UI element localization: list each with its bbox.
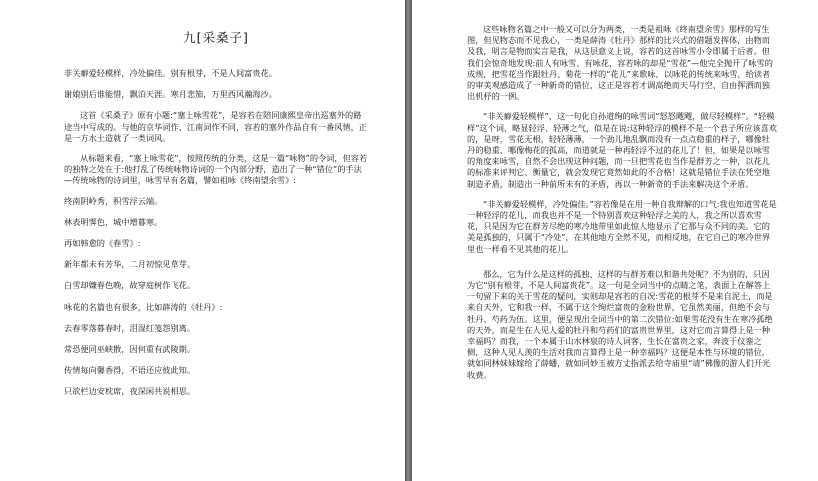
paragraph: 林表明霁色，城中增暮寒。 [64,216,163,227]
paragraph: 白雪却嫌春色晚，故穿庭树作飞花。 [64,280,196,291]
paragraph: 那么，它为什么是这样的孤独、这样的与群芳难以和谐共处呢？不为别的，只因为它“别有根芽，不是人间富贵花”。这一句是全词当中的点睛之笔，表面上在解答上一句留下来的关于雪花的疑问，实则却是容若的自况:雪花的根芽不是来自泥土，而是来自天外，它和我一样，不属于这个绚烂富贵的金粉世界，它虽然美丽，但绝不会与牡丹、芍药为伍。这里，便呈现出全词当中的第二次错位:如果雪花没有生在寒冷孤绝的天外，而是生在人见人爱的牡丹和芍药们的富贵世界里，这对它而言算得上是一种幸福吗？而我，一个本属于山水林泉的诗人词客，生长在富贵之家，奔波于仪銮之侧，这种人见人羡的生活对我而言算得上是一种幸福吗？这便是本性与环境的错位，就如同林妹妹嫁给了薛蟠，就如同妙玉被方丈指派去给寺庙里“请”佛像的游人们开光收费。 [467,268,773,380]
paragraph: 再如韩愈的《春雪》: [64,238,141,249]
paragraph: “非关癖爱轻模样，冷处偏佳。”容若像是在用一种自我辩解的口气:我也知道雪花是一种轻浮的花儿，而我也并不是一个特别喜欢这种轻浮之美的人，我之所以喜欢雪花，只是因为它在群芳尽绝的寒冷地带里如此惊人地显示了它那与众不同的美。它的美是孤独的，只属于“冷处”，在其他地方全然不见，而相反地，在它自己的寒冷世界里也一样看不见其他的花儿。 [467,198,777,254]
paragraph: 只欲栏边安枕席，夜深闲共说相思。 [64,386,196,397]
right-page [412,0,818,481]
paragraph: 咏花的名篇也有很多，比如薛涛的《牡丹》: [64,301,223,312]
left-paragraphs [64,68,368,398]
page-gutter [405,0,412,481]
paragraph: “非关癖爱轻模样”，这一句化自孙道绚的咏雪词“怒怒飕飕，做尽轻模样”。“轻模样”这个词，略显轻浮、轻薄之气，似是在说:这种轻浮的模样不是一个君子所应该喜欢的，是呀，雪花无根，轻轻薄薄，一个劲儿地乱飘而没有一点点稳重的样子，哪像牡丹的稳重、哪像梅花的孤高，而道就是一种再轻浮不过的花儿了！但，如果是以咏雪的角度来咏雪，自然不会出现这种问题，而一旦把雪花也当作是群芳之一种，以花儿的标准来评判它、衡量它，就会发现它竟然如此的不合格！这就是错位手法在凭空地制造矛盾，制造出一种前所未有的矛盾，再以一种新奇的手法来解决这个矛盾。 [467,111,777,189]
paragraph: 非关癖爱轻模样，冷处偏佳。别有根芽，不是人间富贵花。 [64,68,277,78]
paragraph: 传情每向馨香得，不语还应彼此知。 [64,365,196,376]
right-paragraphs [467,24,777,381]
chapter-title: 九[采桑子] [183,30,249,45]
paragraph: 终南阴岭秀，积雪浮云端。 [64,195,163,206]
right-page-content [467,24,777,390]
paragraph: 这些咏物名篇之中一般又可以分为两类，一类是祖咏《终南望余雪》那样的写生图，但见物态而不见我心，一类是薛涛《牡丹》那样的比兴式的借题发挥体，由物而及我，明言是物而实言是我，从这层意义上说，容若的这首咏雪小令即属于后者。但我们会惊奇地发现:前人有咏雪、有咏花，容若咏的却是“雪花”—他完全抛开了咏雪的成规，把雪花当作跟牡丹、菊花一样的“花儿”来歌咏，以咏花的传统来咏雪，给读者的审美观感造成了一种新奇的错位，这正是容若才调高绝而天马行空、自由挥洒而独出机杼的一例。 [467,24,773,102]
left-page [0,0,405,481]
paragraph: 谢娘别后谁能惜，飘泊天涯。寒月悲笳，万里西风瀚海沙。 [64,89,277,100]
paragraph: 这首《采桑子》原有小题:“塞上咏雪花”，是容若在陪同康熙皇帝出巡塞外的路途当中写成的。与他的京华词作、江南词作不同，容若的塞外作品自有一番风情，正是一方水土造就了一类词风。 [64,110,367,143]
paragraph: 新年都未有芳华，二月初惊见草芽。 [64,259,196,270]
paragraph: 从标题来看，“塞上咏雪花”，按照传统的分类，这是一篇“咏物”的令词，但容若的独特之处在于:他打乱了传统咏物诗词的一个内部分野，造出了一种“错位”的手法—传统咏物的诗词里，咏雪早有名篇，譬如祖咏《终南望余雪》: [64,153,368,186]
paragraph: 去春零落暮春时，泪湿红笺怨别离。 [64,322,196,333]
left-page-content [64,30,368,408]
paragraph: 常恐便同巫峡散，因何重有武陵期。 [64,344,196,355]
